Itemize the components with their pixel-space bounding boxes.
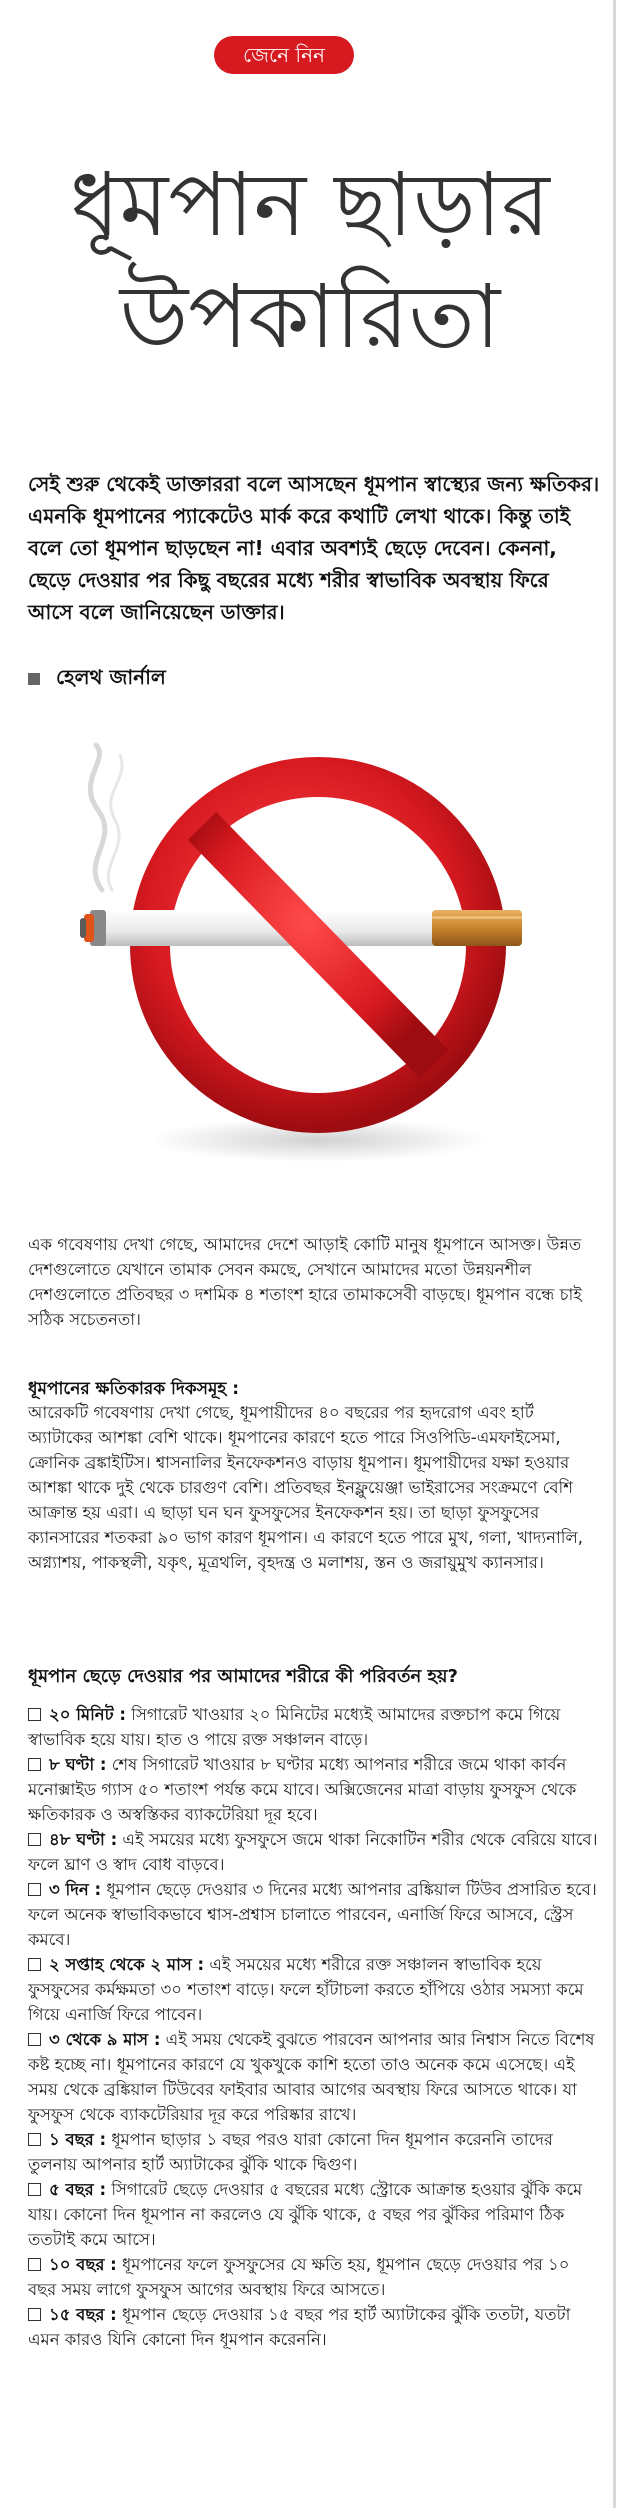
timeline-item: ২ সপ্তাহ থেকে ২ মাস : এই সময়ের মধ্যে শরীরে রক্ত সঞ্চালন স্বাভাবিক হয়ে ফুসফুসের কর্মক্ষমতা ৩০ শতাংশ বাড়ে। ফলে হাঁটাচলা করতে হাঁপিয়ে ওঠার সমস্যা কমে গিয়ে এনার্জি ফিরে পাবেন। [28,1955,584,2024]
timeline-item: ৩ থেকে ৯ মাস : এই সময় থেকেই বুঝতে পারবেন আপনার আর নিশ্বাস নিতে বিশেষ কষ্ট হচ্ছে না। ধূমপানের কারণে যে খুকখুকে কাশি হতো তাও অনেক কমে এসেছে। এই সময় থেকে ব্রঙ্কিয়াল টিউবের ফাইবার আবার আগের অবস্থায় ফিরে আসতে থাকে। যা ফুসফুস থেকে ব্যাকটেরিয়ার দূর করে পরিষ্কার রাখে। [28,2030,595,2124]
checkbox-icon [28,1883,41,1896]
checkbox-icon [28,2133,41,2146]
changes-heading: ধূমপান ছেড়ে দেওয়ার পর আমাদের শরীরে কী পরিবর্তন হয়? [28,1666,458,1687]
checkbox-icon [28,2183,41,2196]
no-smoking-icon [60,740,560,1180]
checkbox-icon [28,1833,41,1846]
headline-line-1: ধূমপান ছাড়ার [70,153,550,256]
paragraph-risks: আরেকটি গবেষণায় দেখা গেছে, ধূমপায়ীদের ৪০ বছরের পর হৃদরোগ এবং হার্ট অ্যাটাকের আশঙ্কা বেশি থাকে। ধূমপানের কারণে হতে পারে সিওপিডি-এমফাইসেমা, ক্রোনিক ব্রঙ্কাইটিস। শ্বাসনালির ইনফেকশনও বাড়ায় ধূমপান। ধূমপায়ীদের যক্ষা হওয়ার আশঙ্কা থাকে দুই থেকে চারগুণ বেশি। প্রতিবছর ইনফ্লুয়েঞ্জা ভাইরাসের সংক্রমণে বেশি আক্রান্ত হয় এরা। এ ছাড়া ঘন ঘন ফুসফুসের ইনফেকশন হয়। তা ছাড়া ফুসফুসের ক্যানসারের শতকরা ৯০ ভাগ কারণ ধূমপান। এ কারণে হতে পারে মুখ, গলা, খাদ্যনালি, অগ্ন্যাশয়, পাকস্থলী, যকৃৎ, মূত্রথলি, বৃহদন্ত্র ও মলাশয়, স্তন ও জরায়ুমুখ ক্যানসার। [28,1403,584,1572]
paragraph-statistics: এক গবেষণায় দেখা গেছে, আমাদের দেশে আড়াই কোটি মানুষ ধূমপানে আসক্ত। উন্নত দেশগুলোতে যেখানে তামাক সেবন কমছে, সেখানে আমাদের মতো উন্নয়নশীল দেশগুলোতে প্রতিবছর ৩ দশমিক ৪ শতাংশ হারে তামাকসেবী বাড়ছে। ধূমপান বন্ধে চাই সঠিক সচেতনতা। [28,1235,582,1329]
smoke [90,745,122,890]
timeline-item: ৩ দিন : ধূমপান ছেড়ে দেওয়ার ৩ দিনের মধ্যে আপনার ব্রঙ্কিয়াল টিউব প্রসারিত হবে। ফলে অনেক স্বাভাবিকভাবে শ্বাস-প্রশ্বাস চালাতে পারবেন, এনার্জি ফিরে আসবে, স্ট্রেস কমবে। [28,1880,597,1949]
timeline-item: ৮ ঘণ্টা : শেষ সিগারেট খাওয়ার ৮ ঘণ্টার মধ্যে আপনার শরীরে জমে থাকা কার্বন মনোক্সাইড গ্যাস ৫০ শতাংশ পর্যন্ত কমে যাবে। অক্সিজেনের মাত্রা বাড়ায় ফুসফুস থেকে ক্ষতিকারক ও অস্বস্তিকর ব্যাকটেরিয়া দূর হবে। [28,1755,577,1824]
checkbox-icon [28,1758,41,1771]
timeline-item: ১৫ বছর : ধূমপান ছেড়ে দেওয়ার ১৫ বছর পর হার্ট অ্যাটাকের ঝুঁকি ততটা, যতটা এমন কারও যিনি কোনো দিন ধূমপান করেননি। [28,2305,571,2349]
timeline-item: ২০ মিনিট : সিগারেট খাওয়ার ২০ মিনিটের মধ্যেই আমাদের রক্তচাপ কমে গিয়ে স্বাভাবিক হয়ে যায়। হাত ও পায়ে রক্ত সঞ্চালন বাড়ে। [28,1705,561,1749]
checkbox-icon [28,2258,41,2271]
timeline-item: ৪৮ ঘণ্টা : এই সময়ের মধ্যে ফুসফুসে জমে থাকা নিকোটিন শরীর থেকে বেরিয়ে যাবে। ফলে ঘ্রাণ ও স্বাদ বোধ বাড়বে। [28,1830,598,1874]
timeline-list [28,1702,602,2352]
section-tag: জেনে নিন [214,36,354,74]
checkbox-icon [28,1708,41,1721]
timeline-item: ১ বছর : ধূমপান ছাড়ার ১ বছর পরও যারা কোনো দিন ধূমপান করেননি তাদের তুলনায় আপনার হার্ট অ্যাটাকের ঝুঁকি থাকে দ্বিগুণ। [28,2130,553,2174]
byline-text: হেলথ জার্নাল [56,664,166,689]
headline-line-2: উপকারিতা [119,265,501,368]
byline [28,664,166,694]
byline-square-icon [28,673,40,685]
risk-heading: ধূমপানের ক্ষতিকারক দিকসমূহ : [28,1379,240,1399]
checkbox-icon [28,2308,41,2321]
column-divider [613,0,616,2508]
checkbox-icon [28,2033,41,2046]
checkbox-icon [28,1958,41,1971]
timeline-item: ১০ বছর : ধূমপানের ফলে ফুসফুসের যে ক্ষতি হয়, ধূমপান ছেড়ে দেওয়ার পর ১০ বছর সময় লাগে ফুসফুস আগের অবস্থায় ফিরে আসতে। [28,2255,570,2299]
intro-paragraph: সেই শুরু থেকেই ডাক্তাররা বলে আসছেন ধূমপান স্বাস্থ্যের জন্য ক্ষতিকর। এমনকি ধূমপানের প্যাকেটেও মার্ক করে কথাটি লেখা থাকে। কিন্তু তাই বলে তো ধূমপান ছাড়ছেন না! এবার অবশ্যই ছেড়ে দেবেন। কেননা, ছেড়ে দেওয়ার পর কিছু বছরের মধ্যে শরীর স্বাভাবিক অবস্থায় ফিরে আসে বলে জানিয়েছেন ডাক্তার। [28,472,600,624]
timeline-item: ৫ বছর : সিগারেট ছেড়ে দেওয়ার ৫ বছরের মধ্যে স্ট্রোকে আক্রান্ত হওয়ার ঝুঁকি কমে যায়। কোনো দিন ধূমপান না করলেও যে ঝুঁকি থাকে, ৫ বছর পর ঝুঁকির পরিমাণ ঠিক ততটাই কমে আসে। [28,2180,583,2249]
